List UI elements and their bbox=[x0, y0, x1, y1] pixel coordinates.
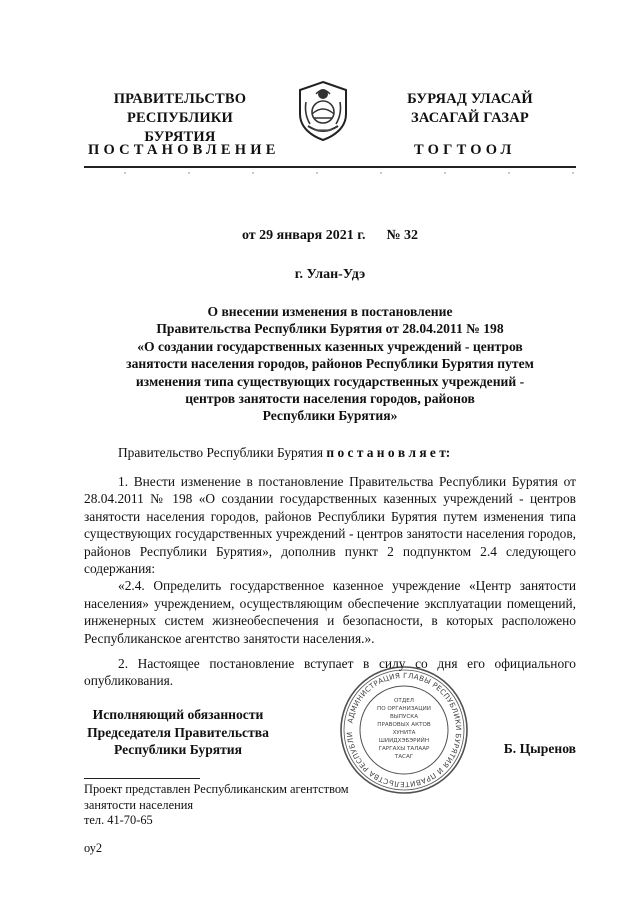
footer-divider bbox=[84, 778, 200, 779]
title-line: «О создании государственных казенных учреждений - центров bbox=[137, 338, 523, 354]
stamp-inner-line: ПО ОРГАНИЗАЦИИ bbox=[377, 706, 431, 712]
stamp-inner-line: ВЫПУСКА bbox=[389, 714, 419, 720]
paragraph-2: 2. Настоящее постановление вступает в силу со дня его официального опубликования. bbox=[84, 656, 576, 689]
footer-phone: тел. 41-70-65 bbox=[84, 813, 153, 827]
stamp-inner-line: ГАРГАХЫ ТАЛААР bbox=[378, 746, 430, 752]
header-right-line1: БУРЯАД УЛАСАЙ bbox=[407, 91, 533, 107]
preamble-text: Правительство Республики Бурятия bbox=[118, 445, 324, 460]
stamp-inner-line: ШИИДХЭБЭРИЙН bbox=[378, 738, 430, 744]
title-line: О внесении изменения в постановление bbox=[207, 304, 453, 319]
header-left-line2: РЕСПУБЛИКИ БУРЯТИЯ bbox=[126, 110, 234, 145]
signatory-name: Б. Цыренов bbox=[503, 741, 576, 756]
dotted-rule bbox=[84, 172, 576, 176]
header-left-line1: ПРАВИТЕЛЬСТВО bbox=[113, 91, 247, 107]
stamp-inner-line: ХУНИТА bbox=[392, 730, 416, 736]
signatory-position bbox=[62, 706, 294, 759]
paragraph-1-quote: «2.4. Определить государственное казенное учреждение «Центр занятости населения» учреждением, осуществляющим обеспечение эксплуатации помещений, инженерных систем жизнеобеспечения и безопасности, в которых расположено Республиканское агентство занятости населения.». bbox=[84, 578, 576, 646]
date-number bbox=[84, 228, 576, 244]
header-divider bbox=[84, 166, 576, 168]
preamble-decision: п о с т а н о в л я е т: bbox=[326, 445, 451, 460]
position-line: Республики Бурятия bbox=[113, 742, 242, 757]
footer-line2: занятости населения bbox=[84, 797, 194, 812]
coat-of-arms-emblem bbox=[294, 80, 352, 142]
title-line: Республики Бурятия» bbox=[262, 408, 398, 424]
header-right-line2: ЗАСАГАЙ ГАЗАР bbox=[411, 110, 529, 126]
position-line: Исполняющий обязанности bbox=[92, 707, 264, 722]
header-left bbox=[90, 90, 270, 147]
header-right bbox=[385, 90, 555, 128]
stamp-inner-line: ОТДЕЛ bbox=[394, 698, 414, 704]
footer-line1: Проект представлен Республиканским агентством bbox=[84, 782, 349, 796]
title-line: центров занятости населения городов, районов bbox=[185, 391, 475, 407]
stamp-inner-line: ТАСАГ bbox=[394, 754, 414, 760]
preamble bbox=[84, 444, 576, 461]
document-city: г. Улан-Удэ bbox=[294, 267, 366, 282]
document-number: № 32 bbox=[386, 228, 419, 243]
stamp-inner-line: ПРАВОВЫХ АКТОВ bbox=[377, 722, 431, 728]
title-line: занятости населения городов, районов Республики Бурятия путем bbox=[126, 356, 534, 372]
document-body bbox=[84, 473, 576, 690]
paragraph-1: 1. Внести изменение в постановление Правительства Республики Бурятия от 28.04.2011 № 198 «О создании государственных казенных учреждений - центров занятости населения городов, районов Республики Бурятия путем изменения типа существующих государственных учреждений - центров занятости населения городов, районов Республики Бурятия», дополнив пункт 2 подпунктом 2.4 следующего содержания: bbox=[84, 474, 576, 577]
doc-type-right: ТОГТООЛ bbox=[414, 142, 516, 158]
official-stamp bbox=[338, 664, 470, 796]
title-line: изменения типа существующих государственных учреждений - bbox=[135, 373, 525, 389]
document-date: от 29 января 2021 г. bbox=[241, 228, 366, 243]
doc-type-left: ПОСТАНОВЛЕНИЕ bbox=[88, 142, 280, 158]
footer-code: оу2 bbox=[84, 841, 103, 855]
position-line: Председателя Правительства bbox=[87, 724, 269, 740]
footer-note bbox=[84, 782, 349, 829]
title-line: Правительства Республики Бурятия от 28.04.2011 № 198 bbox=[156, 321, 504, 337]
stamp-ring-text: АДМИНИСТРАЦИЯ ГЛАВЫ РЕСПУБЛИКИ БУРЯТИЯ И ПРАВИТЕЛЬСТВА РЕСПУБЛИ bbox=[344, 670, 464, 790]
document-title bbox=[84, 303, 576, 425]
